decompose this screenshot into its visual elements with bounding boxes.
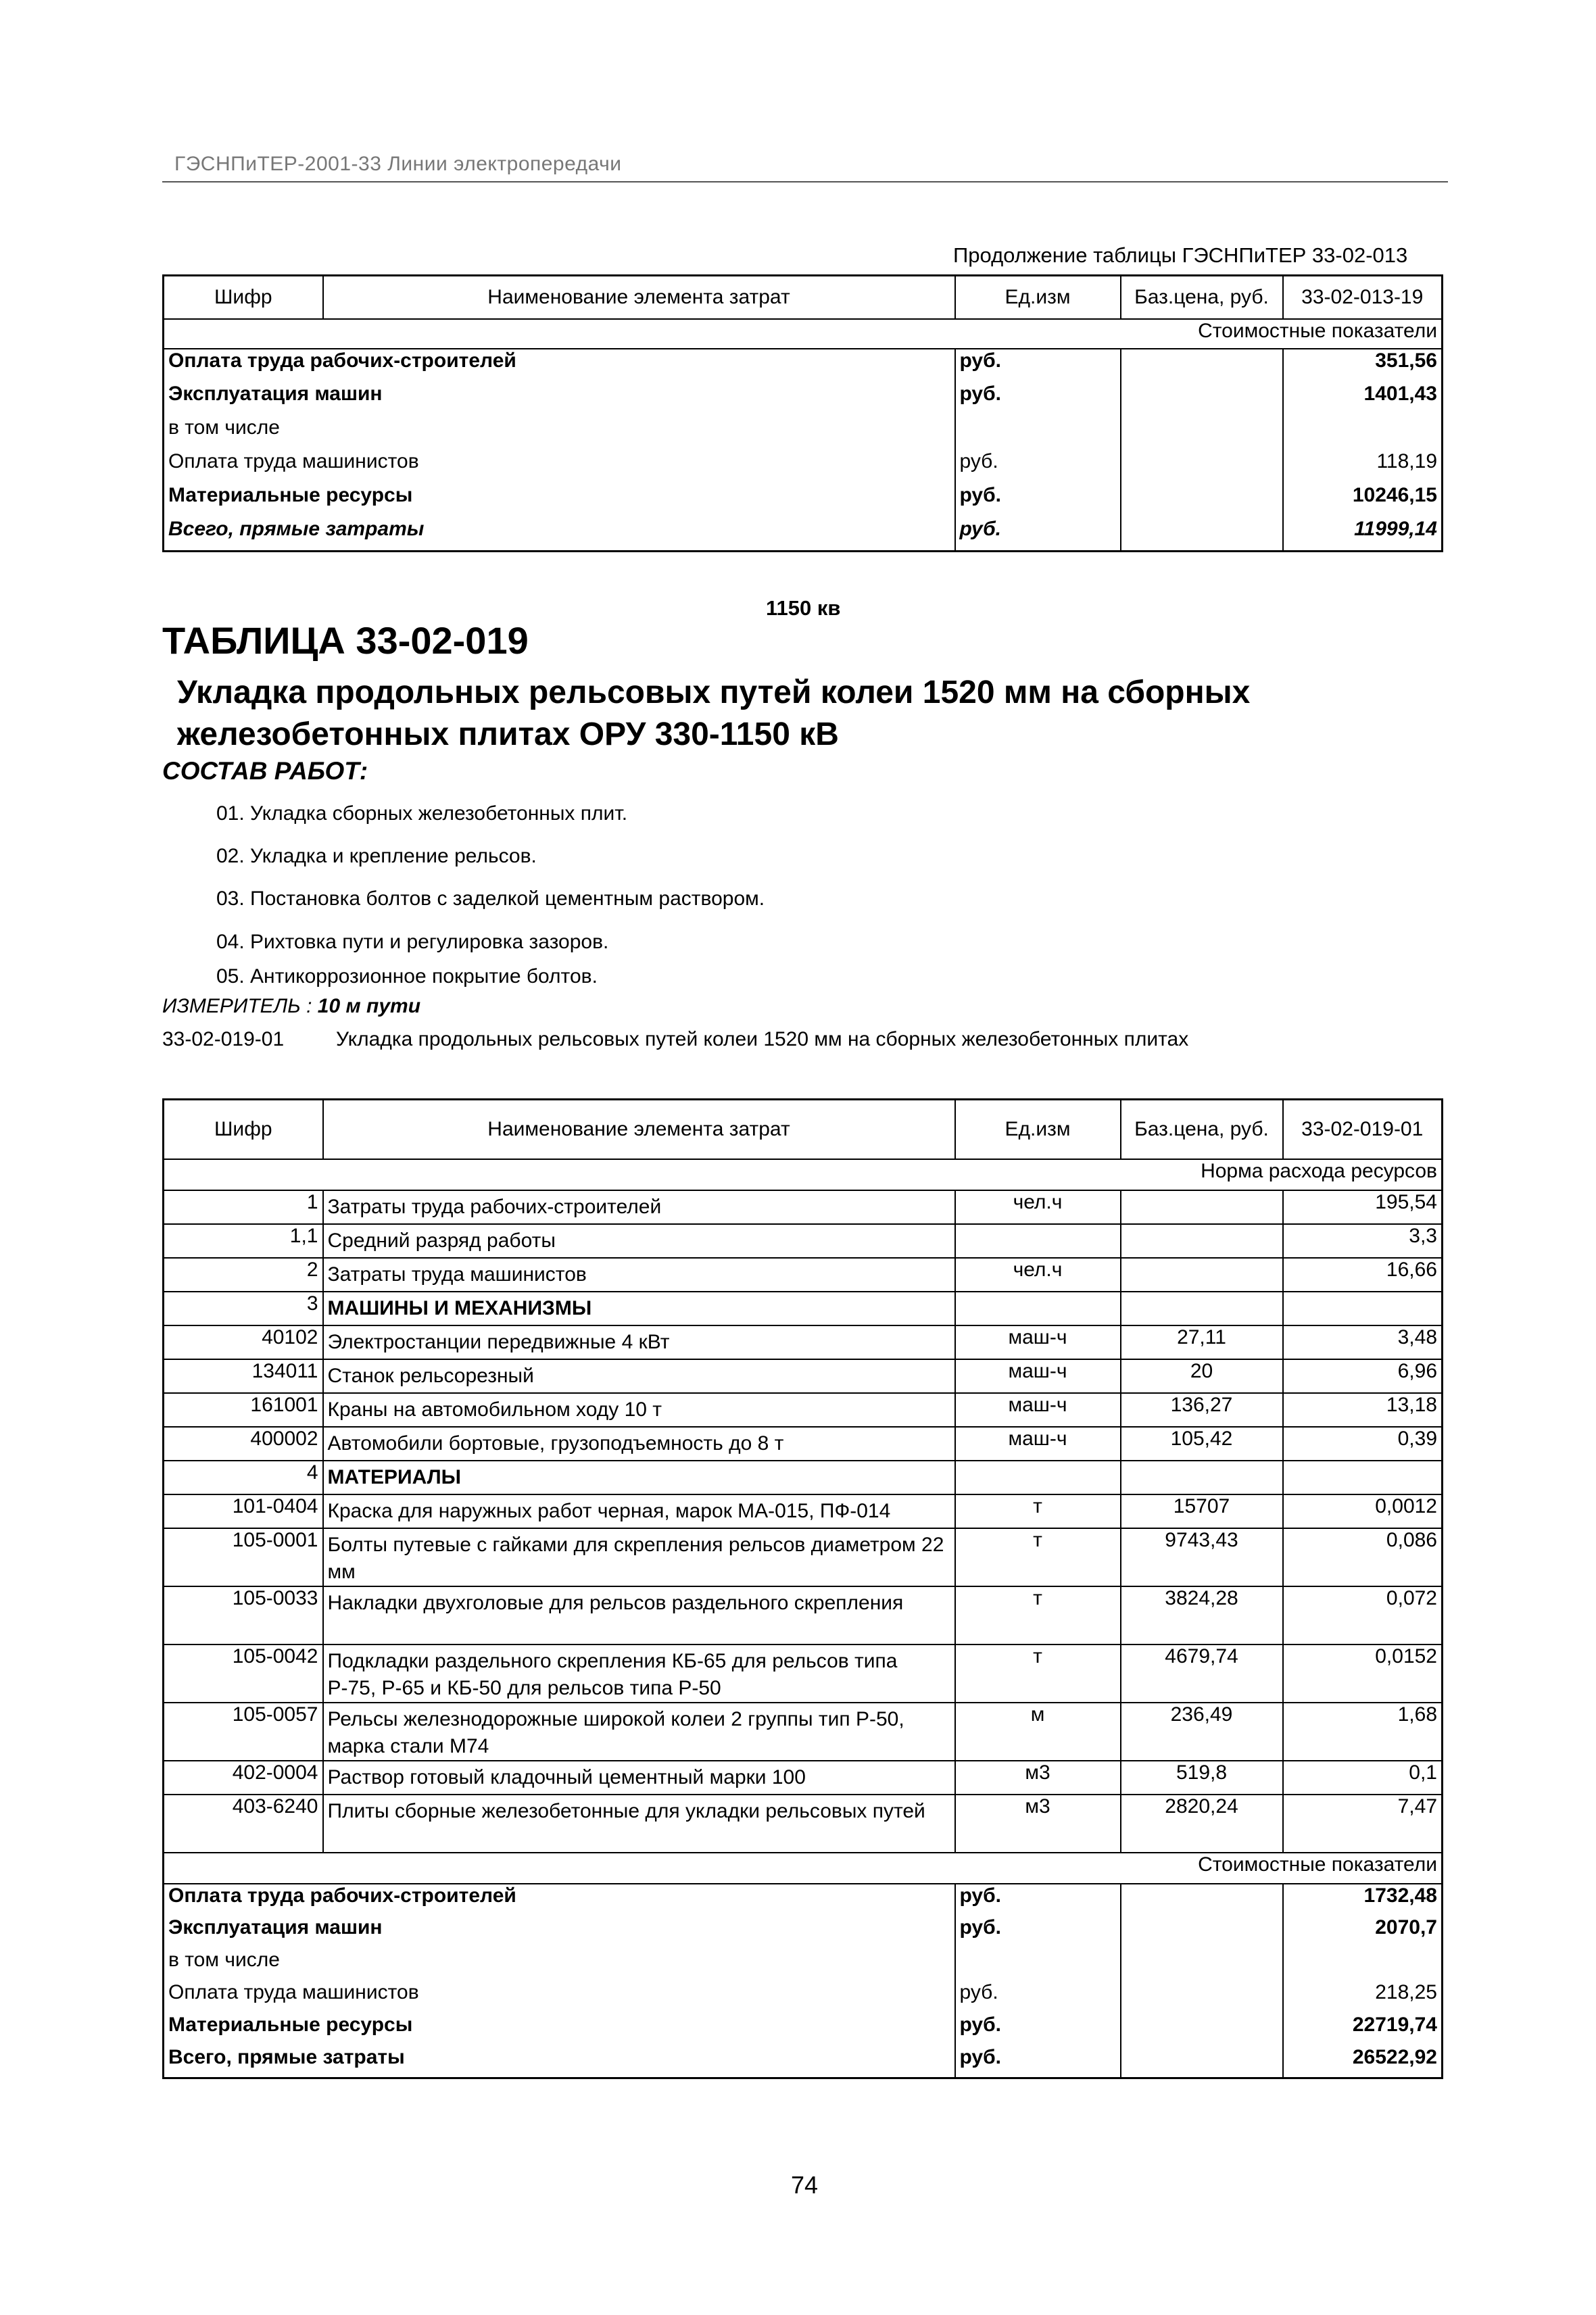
cost-price [1121, 383, 1283, 416]
resource-value: 0,072 [1283, 1586, 1443, 1644]
cost-value: 351,56 [1283, 349, 1443, 383]
cost-price [1121, 1916, 1283, 1949]
col-norm-code-header: 33-02-013-19 [1283, 276, 1443, 319]
cost-price [1121, 1884, 1283, 1916]
cost-unit: руб. [955, 349, 1121, 383]
cost-name: в том числе [168, 416, 280, 439]
resource-row [164, 1190, 1443, 1224]
meter-line [162, 995, 420, 1018]
resource-unit: маш-ч [955, 1359, 1121, 1393]
resource-row [164, 1359, 1443, 1393]
cost-name: в том числе [168, 1948, 280, 1971]
resource-price: 519,8 [1121, 1761, 1283, 1795]
col-name-header: Наименование элемента затрат [323, 1100, 955, 1159]
cost-price [1121, 1981, 1283, 2014]
cost-row [164, 416, 1443, 450]
resource-row [164, 1795, 1443, 1853]
resource-name: Затраты труда машинистов [323, 1258, 955, 1292]
section-resource-norms: Норма расхода ресурсов [164, 1159, 1443, 1190]
resource-price: 27,11 [1121, 1325, 1283, 1359]
cost-unit [955, 1949, 1121, 1981]
works-label: СОСТАВ РАБОТ: [162, 757, 368, 785]
work-item: 04. Рихтовка пути и регулировка зазоров. [216, 931, 609, 953]
resource-code: 101-0404 [164, 1494, 323, 1528]
cost-price [1121, 2014, 1283, 2046]
cost-row [164, 518, 1443, 552]
cost-unit: руб. [955, 2014, 1121, 2046]
cost-value: 26522,92 [1283, 2046, 1443, 2078]
cost-value [1283, 416, 1443, 450]
cost-unit: руб. [955, 1884, 1121, 1916]
resource-name: Электростанции передвижные 4 кВт [323, 1325, 955, 1359]
resource-value: 7,47 [1283, 1795, 1443, 1853]
resource-name: Затраты труда рабочих-строителей [323, 1190, 955, 1224]
resource-code: 161001 [164, 1393, 323, 1427]
resource-name: Подкладки раздельного скрепления КБ-65 для рельсов типа Р-75, Р-65 и КБ-50 для рельсов типа Р-50 [323, 1644, 955, 1703]
resource-unit: т [955, 1644, 1121, 1703]
cost-name: Эксплуатация машин [168, 1916, 383, 1939]
resource-code: 2 [164, 1258, 323, 1292]
cost-name: Эксплуатация машин [168, 382, 383, 405]
resource-unit: чел.ч [955, 1258, 1121, 1292]
work-item: 01. Укладка сборных железобетонных плит. [216, 802, 628, 825]
resource-row [164, 1461, 1443, 1494]
resource-value: 0,086 [1283, 1528, 1443, 1586]
cost-name: Оплата труда машинистов [168, 449, 419, 472]
resource-price [1121, 1258, 1283, 1292]
resource-name: Раствор готовый кладочный цементный марки 100 [323, 1761, 955, 1795]
cost-row [164, 2014, 1443, 2046]
cost-unit: руб. [955, 1916, 1121, 1949]
col-unit-header: Ед.изм [955, 276, 1121, 319]
meter-label: ИЗМЕРИТЕЛЬ : [162, 995, 312, 1017]
col-name-header: Наименование элемента затрат [323, 276, 955, 319]
cost-value: 1401,43 [1283, 383, 1443, 416]
resource-code: 105-0057 [164, 1703, 323, 1761]
resource-price: 3824,28 [1121, 1586, 1283, 1644]
resource-code: 40102 [164, 1325, 323, 1359]
cost-table-continued [162, 274, 1443, 552]
cost-row [164, 450, 1443, 484]
resource-value: 0,0012 [1283, 1494, 1443, 1528]
resource-name: Рельсы железнодорожные широкой колеи 2 группы тип Р-50, марка стали М74 [323, 1703, 955, 1761]
resource-value [1283, 1461, 1443, 1494]
cost-value: 2070,7 [1283, 1916, 1443, 1949]
resource-value: 16,66 [1283, 1258, 1443, 1292]
resource-code: 4 [164, 1461, 323, 1494]
resource-unit: т [955, 1494, 1121, 1528]
cost-price [1121, 484, 1283, 518]
cost-name: Всего, прямые затраты [168, 2045, 405, 2068]
cost-row [164, 484, 1443, 518]
cost-name: Материальные ресурсы [168, 483, 413, 506]
section-cost-indicators: Стоимостные показатели [164, 1853, 1443, 1884]
resource-row [164, 1325, 1443, 1359]
resource-code: 1,1 [164, 1224, 323, 1258]
resource-code: 134011 [164, 1359, 323, 1393]
resource-price [1121, 1224, 1283, 1258]
resource-row [164, 1292, 1443, 1325]
cost-row [164, 1884, 1443, 1916]
cost-unit: руб. [955, 383, 1121, 416]
cost-price [1121, 349, 1283, 383]
resource-value: 0,1 [1283, 1761, 1443, 1795]
resource-name: МАШИНЫ И МЕХАНИЗМЫ [323, 1292, 955, 1325]
resource-price: 136,27 [1121, 1393, 1283, 1427]
resource-code: 403-6240 [164, 1795, 323, 1853]
work-item: 02. Укладка и крепление рельсов. [216, 845, 537, 867]
cost-row [164, 2046, 1443, 2078]
table-title: ТАБЛИЦА 33-02-019 [162, 619, 529, 662]
resource-name: Средний разряд работы [323, 1224, 955, 1258]
work-item: 05. Антикоррозионное покрытие болтов. [216, 965, 598, 988]
cost-row [164, 1916, 1443, 1949]
resource-row [164, 1703, 1443, 1761]
resource-value: 3,3 [1283, 1224, 1443, 1258]
resource-code: 105-0001 [164, 1528, 323, 1586]
cost-name: Оплата труда машинистов [168, 1980, 419, 2003]
resource-value: 195,54 [1283, 1190, 1443, 1224]
resource-row [164, 1761, 1443, 1795]
resource-name: Болты путевые с гайками для скрепления рельсов диаметром 22 мм [323, 1528, 955, 1586]
col-code-header: Шифр [164, 1100, 323, 1159]
resource-name: Накладки двухголовые для рельсов раздельного скрепления [323, 1586, 955, 1644]
resource-name: Плиты сборные железобетонные для укладки рельсовых путей [323, 1795, 955, 1853]
resource-price [1121, 1292, 1283, 1325]
col-unit-header: Ед.изм [955, 1100, 1121, 1159]
cost-name: Оплата труда рабочих-строителей [168, 1884, 516, 1907]
cost-price [1121, 1949, 1283, 1981]
resource-code: 3 [164, 1292, 323, 1325]
resource-price: 20 [1121, 1359, 1283, 1393]
resource-unit [955, 1461, 1121, 1494]
resource-norm-table [162, 1098, 1443, 2079]
col-price-header: Баз.цена, руб. [1121, 1100, 1283, 1159]
resource-price [1121, 1190, 1283, 1224]
col-code-header: Шифр [164, 276, 323, 319]
running-title: ГЭСНПиТЕР-2001-33 Линии электропередачи [174, 153, 622, 175]
resource-unit [955, 1224, 1121, 1258]
resource-row [164, 1258, 1443, 1292]
resource-price: 105,42 [1121, 1427, 1283, 1461]
cost-unit [955, 416, 1121, 450]
resource-value: 0,0152 [1283, 1644, 1443, 1703]
resource-name: Автомобили бортовые, грузоподъемность до 8 т [323, 1427, 955, 1461]
resource-value: 13,18 [1283, 1393, 1443, 1427]
resource-price: 4679,74 [1121, 1644, 1283, 1703]
cost-price [1121, 450, 1283, 484]
section-cost-indicators: Стоимостные показатели [164, 319, 1443, 349]
resource-row [164, 1644, 1443, 1703]
cost-unit: руб. [955, 450, 1121, 484]
resource-row [164, 1586, 1443, 1644]
cost-row [164, 349, 1443, 383]
norm-line-text: Укладка продольных рельсовых путей колеи 1520 мм на сборных железобетонных плитах [336, 1028, 1189, 1050]
resource-row [164, 1393, 1443, 1427]
resource-unit: м [955, 1703, 1121, 1761]
resource-row [164, 1427, 1443, 1461]
resource-code: 400002 [164, 1427, 323, 1461]
cost-unit: руб. [955, 2046, 1121, 2078]
resource-name: Станок рельсорезный [323, 1359, 955, 1393]
resource-unit: маш-ч [955, 1393, 1121, 1427]
resource-value: 3,48 [1283, 1325, 1443, 1359]
cost-name: Всего, прямые затраты [168, 517, 425, 540]
norm-line-code: 33-02-019-01 [162, 1028, 285, 1050]
cost-name: Оплата труда рабочих-строителей [168, 349, 516, 372]
resource-unit [955, 1292, 1121, 1325]
cost-value: 218,25 [1283, 1981, 1443, 2014]
resource-value: 6,96 [1283, 1359, 1443, 1393]
resource-row [164, 1224, 1443, 1258]
cost-price [1121, 416, 1283, 450]
norm-line [162, 1028, 1189, 1051]
resource-price: 236,49 [1121, 1703, 1283, 1761]
resource-value [1283, 1292, 1443, 1325]
resource-row [164, 1528, 1443, 1586]
cost-row [164, 1981, 1443, 2014]
cost-value: 118,19 [1283, 450, 1443, 484]
cost-unit: руб. [955, 484, 1121, 518]
cost-value: 22719,74 [1283, 2014, 1443, 2046]
resource-price [1121, 1461, 1283, 1494]
continuation-label: Продолжение таблицы ГЭСНПиТЕР 33-02-013 [953, 243, 1408, 267]
cost-unit: руб. [955, 518, 1121, 552]
cost-value: 1732,48 [1283, 1884, 1443, 1916]
col-price-header: Баз.цена, руб. [1121, 276, 1283, 319]
resource-row [164, 1494, 1443, 1528]
cost-row [164, 1949, 1443, 1981]
cost-value [1283, 1949, 1443, 1981]
resource-unit: т [955, 1586, 1121, 1644]
resource-unit: м3 [955, 1795, 1121, 1853]
meter-value: 10 м пути [317, 995, 421, 1017]
resource-name: МАТЕРИАЛЫ [323, 1461, 955, 1494]
resource-code: 105-0042 [164, 1644, 323, 1703]
cost-value: 11999,14 [1283, 518, 1443, 552]
page-number: 74 [791, 2171, 819, 2199]
col-norm-code-header: 33-02-019-01 [1283, 1100, 1443, 1159]
resource-name: Краны на автомобильном ходу 10 т [323, 1393, 955, 1427]
resource-code: 105-0033 [164, 1586, 323, 1644]
resource-unit: маш-ч [955, 1325, 1121, 1359]
resource-unit: м3 [955, 1761, 1121, 1795]
resource-unit: маш-ч [955, 1427, 1121, 1461]
cost-price [1121, 2046, 1283, 2078]
resource-name: Краска для наружных работ черная, марок МА-015, ПФ-014 [323, 1494, 955, 1528]
resource-unit: т [955, 1528, 1121, 1586]
header-divider [162, 181, 1448, 182]
resource-price: 15707 [1121, 1494, 1283, 1528]
voltage-label: 1150 кв [766, 596, 841, 620]
work-item: 03. Постановка болтов с заделкой цементным раствором. [216, 887, 765, 910]
resource-code: 1 [164, 1190, 323, 1224]
resource-price: 2820,24 [1121, 1795, 1283, 1853]
cost-value: 10246,15 [1283, 484, 1443, 518]
resource-code: 402-0004 [164, 1761, 323, 1795]
section-heading: Укладка продольных рельсовых путей колеи 1520 мм на сборных железобетонных плитах ОРУ 330-1150 кВ [177, 675, 1251, 752]
resource-value: 1,68 [1283, 1703, 1443, 1761]
resource-unit: чел.ч [955, 1190, 1121, 1224]
cost-unit: руб. [955, 1981, 1121, 2014]
cost-row [164, 383, 1443, 416]
cost-price [1121, 518, 1283, 552]
cost-name: Материальные ресурсы [168, 2013, 413, 2036]
resource-value: 0,39 [1283, 1427, 1443, 1461]
resource-price: 9743,43 [1121, 1528, 1283, 1586]
